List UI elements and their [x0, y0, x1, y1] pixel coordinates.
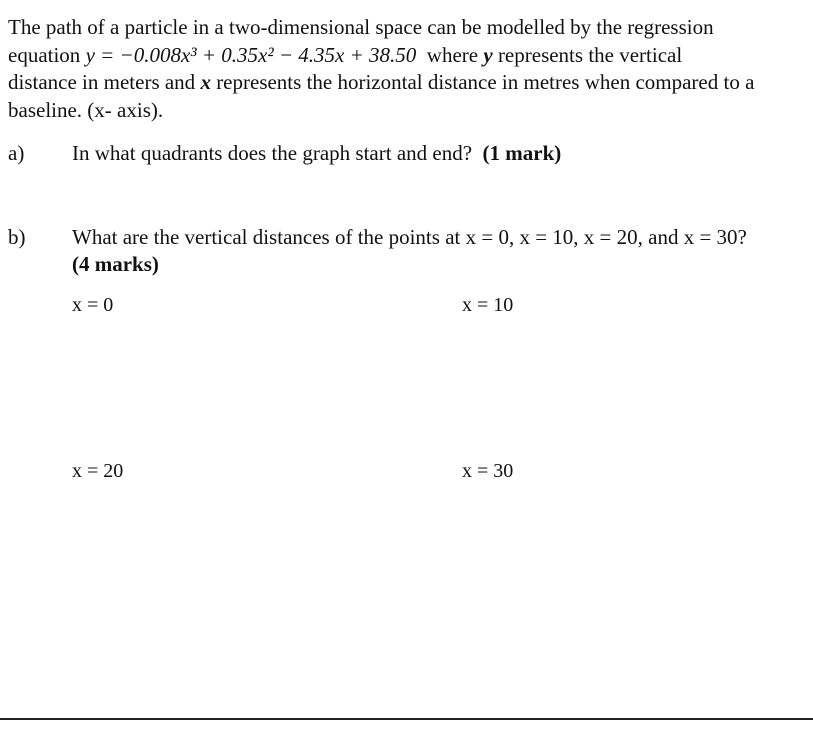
question-a-text-line	[72, 140, 792, 167]
question-a-marks: (1 mark)	[482, 141, 562, 165]
intro-line-3-prefix: distance in meters and	[8, 70, 201, 94]
question-b-text: What are the vertical distances of the points at x = 0, x = 10, x = 20, and x = 30?	[72, 225, 747, 249]
intro-line-2-suffix: represents the vertical	[492, 42, 683, 67]
point-label-x0: x = 0	[72, 294, 114, 316]
point-label-x10: x = 10	[462, 294, 514, 316]
regression-equation: y = −0.008x³ + 0.35x² − 4.35x + 38.50	[85, 42, 417, 67]
intro-paragraph	[8, 14, 798, 124]
variable-x: x	[200, 70, 211, 94]
question-b-marks: (4 marks)	[72, 252, 159, 276]
question-a-text: In what quadrants does the graph start and end?	[72, 141, 473, 165]
intro-line-2-prefix: equation	[8, 42, 86, 67]
question-a-label: a)	[8, 141, 25, 165]
variable-y: y	[483, 42, 493, 67]
intro-line-3-suffix: represents the horizontal distance in metres when compared to a	[210, 70, 755, 94]
point-label-x20: x = 20	[72, 460, 124, 482]
bottom-divider	[0, 718, 813, 720]
question-b	[0, 224, 813, 284]
question-b-label: b)	[8, 225, 26, 249]
question-b-text-block	[72, 224, 792, 278]
intro-line-4: baseline. (x- axis).	[8, 97, 164, 122]
intro-line-1: The path of a particle in a two-dimensional space can be modelled by the regression	[8, 15, 714, 39]
point-label-x30: x = 30	[462, 460, 514, 482]
intro-line-2-where: where	[416, 42, 484, 67]
question-a	[0, 140, 813, 170]
